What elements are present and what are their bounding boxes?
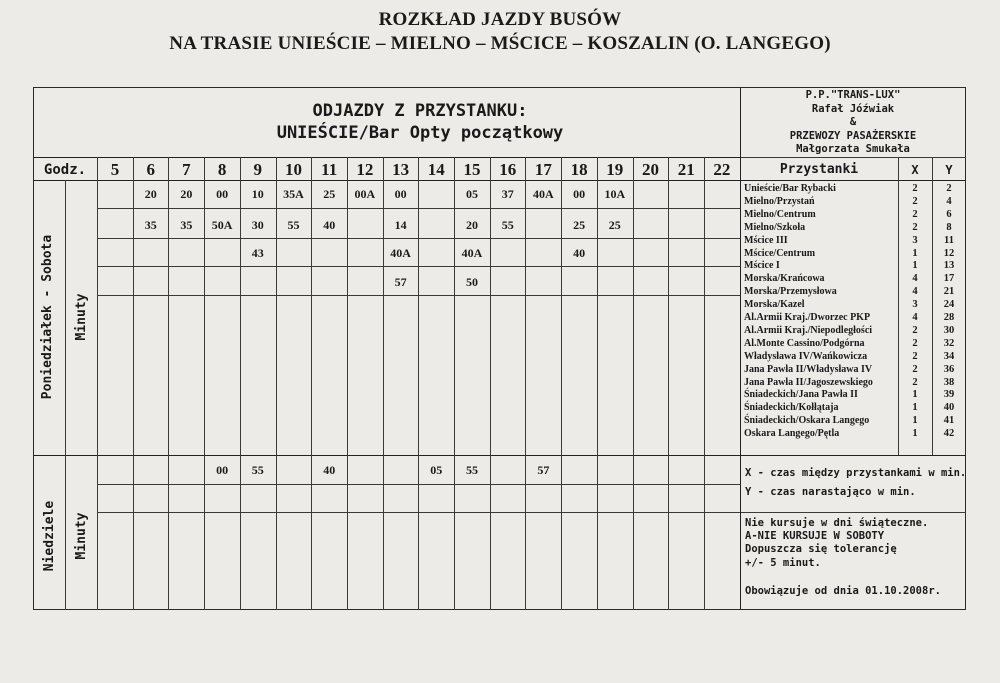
stop-x-minutes: 1 [912,247,918,259]
stop-x-minutes: 1 [912,389,918,401]
departure-cell: 55 [501,218,514,232]
stop-x-minutes: 1 [912,428,918,440]
departure-heading [100,100,740,144]
hour-22: 22 [713,160,731,179]
departure-cell: 30 [251,218,264,232]
departure-cell: 00 [216,463,229,477]
departure-cell: 55 [466,463,478,477]
stop-name: Mielno/Przystań [744,195,815,207]
departure-cell: 35 [180,218,193,232]
hour-column-line [704,157,705,610]
stop-y-minutes: 8 [946,221,952,233]
note-tolerance: Dopuszcza się tolerancję [745,543,897,555]
stop-y-minutes: 6 [946,208,952,220]
departure-cell: 25 [323,187,336,201]
minute-row-line [97,295,740,296]
departure-cell: 00 [573,187,586,201]
departure-cell: 05 [430,463,443,477]
departure-cell: 20 [180,187,193,201]
stop-name: Al.Armii Kraj./Dworzec PKP [744,312,871,323]
stop-y-minutes: 17 [943,273,955,285]
stop-y-minutes: 41 [943,415,955,427]
minute-row-line [97,208,740,209]
stop-x-minutes: 3 [912,234,918,246]
stop-y-minutes: 34 [943,350,955,362]
note-valid-from: Obowiązuje od dnia 01.10.2008r. [745,585,941,597]
hour-10: 10 [285,160,302,179]
stop-name: Mścice I [744,260,780,272]
departure-cell: 25 [573,218,586,232]
sunday-minutes-label: Minuty [74,512,89,560]
divider-line [740,87,741,610]
divider-line [932,157,933,455]
stop-name: Morska/Krańcowa [744,273,825,285]
title-line-1: ROZKŁAD JAZDY BUSÓW [378,9,622,30]
legend-y: Y - czas narastająco w min. [745,486,916,498]
stop-name: Mielno/Centrum [744,208,816,220]
stop-x-minutes: 4 [912,286,918,298]
stop-x-minutes: 2 [912,324,918,336]
hour-8: 8 [217,160,227,179]
stop-name: Śniadeckich/Kołłątaja [744,402,839,414]
stop-y-minutes: 13 [943,260,955,272]
departure-cell: 10A [604,187,626,201]
stop-y-minutes: 36 [943,363,955,375]
stops-header-x: X [911,163,919,177]
operator-line-3: & [849,116,857,128]
legend-x: X - czas między przystankami w min. [745,467,967,479]
stop-x-minutes: 2 [912,376,918,388]
departure-cell: 43 [251,246,264,260]
stops-header-name: Przystanki [779,162,859,177]
stop-name: Al.Armii Kraj./Niepodległości [744,324,873,336]
operator-info [740,89,966,157]
departure-cell: 50 [466,275,478,289]
stop-y-minutes: 24 [943,299,955,311]
weekday-minutes-label: Minuty [74,293,89,341]
stop-y-minutes: 40 [943,402,955,414]
divider-line [898,157,899,455]
divider-line [65,180,66,610]
departure-cell: 14 [394,218,407,232]
hour-17: 17 [534,160,552,179]
hour-18: 18 [570,160,588,179]
stop-name: Jana Pawła II/Jagoszewskiego [744,376,873,388]
departure-cell: 25 [608,218,621,232]
stop-y-minutes: 4 [946,195,952,207]
stop-x-minutes: 2 [912,363,918,375]
minute-row-line [97,266,740,267]
stop-y-minutes: 39 [943,389,955,401]
stop-y-minutes: 21 [943,286,955,298]
hour-6: 6 [146,160,155,179]
departure-cell: 55 [251,463,264,477]
departure-cell: 40A [533,187,554,201]
sunday-label: Niedziele [42,500,57,572]
stop-name: Mielno/Szkoła [744,221,806,233]
departure-cell: 55 [287,218,300,232]
stops-header-y: Y [945,163,953,177]
stop-x-minutes: 2 [912,350,918,362]
note-no-saturdays: A-NIE KURSUJE W SOBOTY [745,530,885,542]
stop-x-minutes: 1 [912,402,918,414]
hour-column-line [668,157,669,610]
hour-14: 14 [427,160,445,179]
stop-x-minutes: 1 [912,415,918,427]
divider-line [33,157,740,158]
stop-x-minutes: 2 [912,183,918,194]
stop-x-minutes: 2 [912,337,918,349]
stop-name: Władysława IV/Wańkowicza [744,350,868,362]
divider-line [33,180,966,181]
stop-name: Mścice/Centrum [744,247,816,259]
operator-line-5: Małgorzata Smukała [796,143,910,155]
minute-row-line [97,512,740,513]
stop-x-minutes: 2 [912,195,918,207]
operator-line-2: Rafał Jóźwiak [811,102,895,115]
hour-15: 15 [463,160,481,179]
document-title [0,8,1000,56]
stop-y-minutes: 38 [943,376,955,388]
departure-cell: 40 [323,463,336,477]
departure-cell: 50A [211,218,233,232]
departure-cell: 57 [394,275,407,289]
departure-cell: 40 [323,218,336,232]
stop-y-minutes: 2 [946,183,952,194]
divider-line [97,157,98,610]
stop-x-minutes: 4 [912,273,918,285]
departure-cell: 35 [144,218,157,232]
title-line-2: NA TRASIE UNIEŚCIE – MIELNO – MŚCICE – KOSZALIN (O. LANGEGO) [169,33,831,54]
note-minutes: +/- 5 minut. [745,557,821,569]
stop-name: Morska/Kazel [744,299,805,311]
departure-cell: 40 [573,246,586,260]
hour-20: 20 [642,160,659,179]
stop-x-minutes: 4 [912,312,918,323]
departure-cell: 37 [501,187,514,201]
stop-y-minutes: 42 [943,428,955,440]
stop-name: Oskara Langego/Pętla [744,428,840,440]
minute-row-line [97,484,740,485]
stop-y-minutes: 28 [943,312,955,323]
departure-cell: 20 [466,218,478,232]
departure-cell: 40A [390,246,411,260]
minute-row-line [97,238,740,239]
divider-line [740,512,966,513]
hours-header-label: Godz. [43,162,87,178]
hour-7: 7 [182,160,191,179]
operator-line-4: PRZEWOZY PASAŻERSKIE [789,129,917,142]
hour-5: 5 [110,160,120,179]
hour-9: 9 [253,160,263,179]
hour-19: 19 [606,160,624,179]
hour-13: 13 [392,160,410,179]
departure-cell: 40A [461,246,483,260]
stop-y-minutes: 32 [943,337,955,349]
stop-name: Al.Monte Cassino/Podgórna [744,337,865,349]
departure-cell: 35A [283,187,304,201]
stop-x-minutes: 3 [912,299,918,311]
departure-cell: 00 [394,187,407,201]
stop-y-minutes: 12 [943,247,955,259]
stop-name: Unieście/Bar Rybacki [744,183,836,194]
hour-16: 16 [499,160,517,179]
stop-y-minutes: 30 [943,324,955,336]
stop-x-minutes: 2 [912,208,918,220]
departure-cell: 20 [144,187,157,201]
departure-cell: 57 [537,463,550,477]
stop-name: Morska/Przemysłowa [744,286,837,298]
operator-line-1: P.P."TRANS-LUX" [805,89,901,101]
stop-name: Śniadeckich/Oskara Langego [744,415,870,427]
departure-cell: 00A [354,187,376,201]
hour-11: 11 [321,160,338,179]
stop-name: Mścice III [744,234,788,246]
departure-heading-line-1: ODJAZDY Z PRZYSTANKU: [312,101,528,121]
stop-x-minutes: 2 [912,221,918,233]
weekday-label: Poniedziałek - Sobota [40,234,55,400]
note-no-holidays: Nie kursuje w dni świąteczne. [745,517,929,529]
stop-x-minutes: 1 [912,260,918,272]
departure-cell: 05 [466,187,478,201]
hour-21: 21 [677,160,695,179]
stop-name: Śniadeckich/Jana Pawła II [744,389,858,401]
departure-heading-line-2: UNIEŚCIE/Bar Opty początkowy [276,123,564,143]
departure-cell: 10 [251,187,264,201]
stop-name: Jana Pawła II/Władysława IV [744,363,873,375]
departure-cell: 00 [216,187,229,201]
stop-y-minutes: 11 [944,234,954,246]
hour-12: 12 [356,160,374,179]
divider-line [33,455,966,456]
